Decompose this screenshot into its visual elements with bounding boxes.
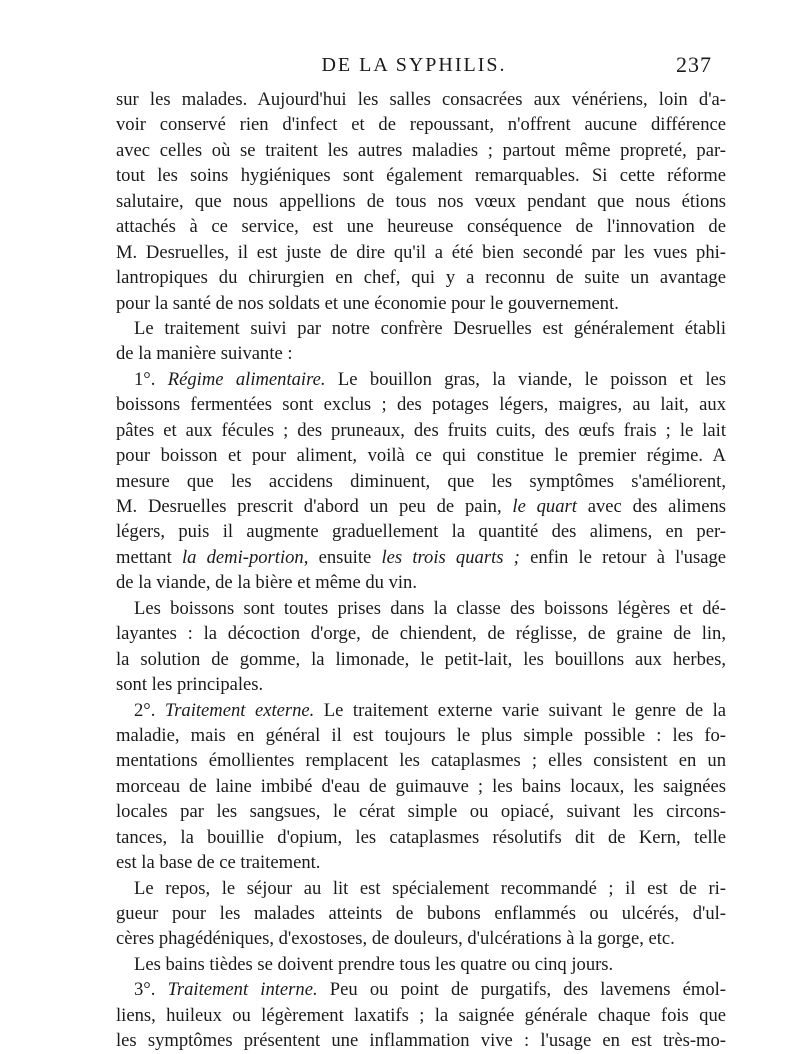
text-body [116,87,726,1054]
italic-phrase: les trois quarts ; [381,546,520,568]
text-line: mesure que les accidens diminuent, que les symptômes s'améliorent, [116,470,726,492]
text-line: Le traitement suivi par notre confrère Desruelles est généralement établi [134,317,726,339]
text-line: cères phagédéniques, d'exostoses, de douleurs, d'ulcérations à la gorge, etc. [116,928,675,950]
text-line: légers, puis il augmente graduellement la quantité des alimens, en per- [116,521,726,543]
italic-phrase: la demi-portion [181,546,304,568]
text-line: voir conservé rien d'infect et de repoussant, n'offrent aucune différence [116,114,726,136]
italic-phrase: le quart [512,496,577,517]
text-line: pour la santé de nos soldats et une économie pour le gouvernement. [116,292,619,314]
text-line: de la manière suivante : [116,343,293,365]
section-heading-italic: Régime alimentaire. [167,368,326,390]
page-number: 237 [676,52,712,77]
text-line: attachés à ce service, est une heureuse conséquence de l'innovation de [116,216,726,238]
text-line: M. Desruelles prescrit d'abord un peu de pain, le quart avec des alimens [116,496,726,517]
text-line: locales par les sangsues, le cérat simple ou opiacé, suivant les circons- [116,801,726,823]
text-line: 2°. Traitement externe. Le traitement externe varie suivant le genre de la [134,699,726,721]
text-line: M. Desruelles, il est juste de dire qu'il a été bien secondé par les vues phi- [116,241,726,263]
running-head [116,52,712,82]
text-line: mettant la demi-portion, ensuite les trois quarts ; enfin le retour à l'usage [116,546,727,568]
text-line: maladie, mais en général il est toujours le plus simple possible : les fo- [116,724,726,746]
text-line: lantropiques du chirurgien en chef, qui y a reconnu de suite un avantage [116,267,726,289]
text-line: Le repos, le séjour au lit est spécialement recommandé ; il est de ri- [134,877,726,899]
text-line: gueur pour les malades atteints de bubons enflammés ou ulcérés, d'ul- [116,903,726,924]
text-line: les symptômes présentent une inflammation vive : l'usage en est très-mo- [116,1030,726,1052]
text-line: boissons fermentées sont exclus ; des potages légers, maigres, au lait, aux [116,394,726,416]
text-line: 3°. Traitement interne. Peu ou point de purgatifs, des lavemens émol- [134,979,726,1001]
running-title: DE LA SYPHILIS. [321,54,507,76]
text-line: liens, huileux ou légèrement laxatifs ; la saignée générale chaque fois que [116,1004,726,1026]
text-line: mentations émollientes remplacent les cataplasmes ; elles consistent en un [116,750,726,772]
text-line: layantes : la décoction d'orge, de chiendent, de réglisse, de graine de lin, [116,623,726,645]
text-line: sur les malades. Aujourd'hui les salles consacrées aux vénériens, loin d'a- [116,89,726,110]
text-line: sont les principales. [116,674,264,696]
section-heading-italic: Traitement externe. [164,699,315,721]
text-line: Les boissons sont toutes prises dans la classe des boissons légères et dé- [134,597,726,619]
text-line: de la viande, de la bière et même du vin. [116,572,417,594]
text-line: Les bains tièdes se doivent prendre tous les quatre ou cinq jours. [134,953,614,975]
text-line: pour boisson et pour aliment, voilà ce qui constitue le premier régime. A [116,445,726,467]
text-line: salutaire, que nous appellions de tous nos vœux pendant que nous étions [116,190,726,212]
text-line: tout les soins hygiéniques sont également remarquables. Si cette réforme [116,165,726,187]
text-line: 1°. Régime alimentaire. Le bouillon gras, la viande, le poisson et les [134,368,726,390]
text-line: pâtes et aux fécules ; des pruneaux, des fruits cuits, des œufs frais ; le lait [116,419,726,441]
text-line: la solution de gomme, la limonade, le petit-lait, les bouillons aux herbes, [116,648,726,670]
text-line: avec celles où se traitent les autres maladies ; partout même propreté, par- [116,139,726,161]
text-line: morceau de laine imbibé d'eau de guimauve ; les bains locaux, les saignées [116,775,726,797]
text-line: tances, la bouillie d'opium, les cataplasmes résolutifs dit de Kern, telle [116,826,726,848]
section-heading-italic: Traitement interne. [167,979,318,1001]
text-line: est la base de ce traitement. [116,852,321,874]
